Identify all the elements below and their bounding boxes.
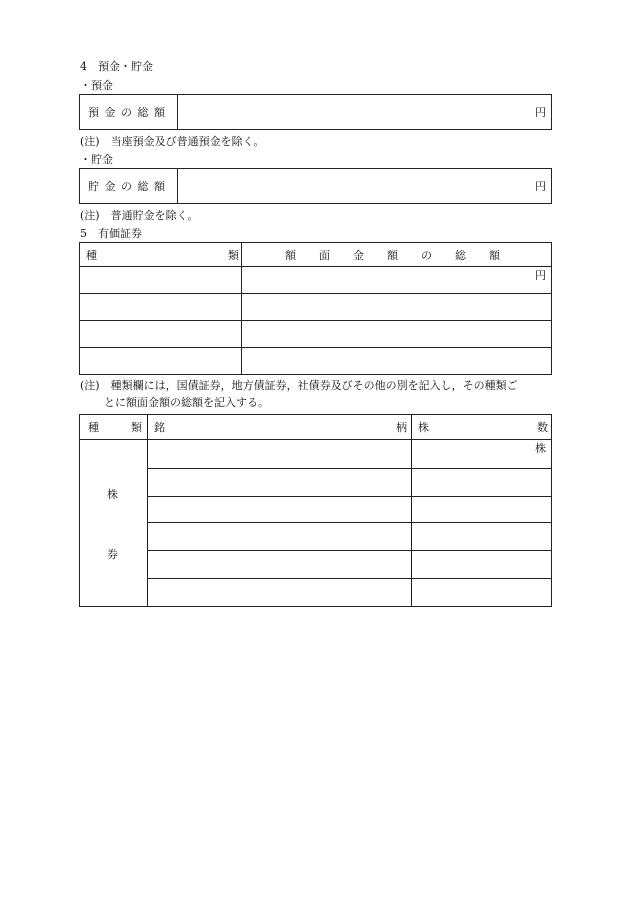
face-value-header-char: 面 xyxy=(319,249,330,262)
yen-unit: 円 xyxy=(535,269,546,282)
section-5-heading: 5 有価証券 xyxy=(80,227,142,240)
shares-header-left: 株 xyxy=(418,421,429,434)
column-divider xyxy=(241,243,242,374)
header-divider xyxy=(80,439,551,440)
section-4-heading: 4 預金・貯金 xyxy=(80,60,153,73)
face-value-header-char: 額 xyxy=(489,249,500,262)
row-divider xyxy=(148,522,551,523)
row-divider xyxy=(80,347,551,348)
face-value-header xyxy=(285,249,500,262)
deposit-unit: 円 xyxy=(535,106,546,119)
savings-unit: 円 xyxy=(535,180,546,193)
shares-header-right: 数 xyxy=(537,421,548,434)
deposit-total-table xyxy=(79,94,552,130)
row-divider xyxy=(148,468,551,469)
stocks-side-label-1: 株 xyxy=(107,488,118,501)
securities-note-line-2: とに額面金額の総額を記入する。 xyxy=(104,396,269,409)
securities-table xyxy=(79,242,552,375)
savings-note: (注) 普通貯金を除く。 xyxy=(80,209,199,222)
face-value-header-char: 総 xyxy=(455,249,466,262)
face-value-header-char: 額 xyxy=(285,249,296,262)
row-divider xyxy=(148,578,551,579)
row-divider xyxy=(80,293,551,294)
row-divider xyxy=(80,266,551,267)
savings-total-table xyxy=(79,168,552,204)
face-value-header-char: 額 xyxy=(387,249,398,262)
savings-total-value[interactable] xyxy=(178,169,530,203)
brand-header-right: 柄 xyxy=(396,421,407,434)
type-header-left: 種 xyxy=(86,249,97,262)
row-divider xyxy=(80,320,551,321)
stocks-side-label-2: 券 xyxy=(107,548,118,561)
deposit-label: ・預金 xyxy=(80,79,113,92)
face-value-header-char: の xyxy=(421,249,432,262)
savings-total-label: 貯 金 の 総 額 xyxy=(88,180,166,193)
shares-unit: 株 xyxy=(535,442,546,455)
stocks-table xyxy=(79,414,552,607)
stock-type-header-left: 種 xyxy=(88,421,99,434)
deposit-total-label: 預 金 の 総 額 xyxy=(88,106,166,119)
face-value-header-char: 金 xyxy=(353,249,364,262)
savings-label: ・貯金 xyxy=(80,153,113,166)
securities-note-line-1: (注) 種類欄には，国債証券，地方債証券，社債券及びその他の別を記入し，その種類ご xyxy=(80,379,518,392)
deposit-note: (注) 当座預金及び普通預金を除く。 xyxy=(80,135,265,148)
stock-type-header-right: 類 xyxy=(131,421,142,434)
deposit-total-value[interactable] xyxy=(178,95,530,129)
brand-header-left: 銘 xyxy=(154,421,165,434)
type-header-right: 類 xyxy=(228,249,239,262)
row-divider xyxy=(148,496,551,497)
row-divider xyxy=(148,550,551,551)
